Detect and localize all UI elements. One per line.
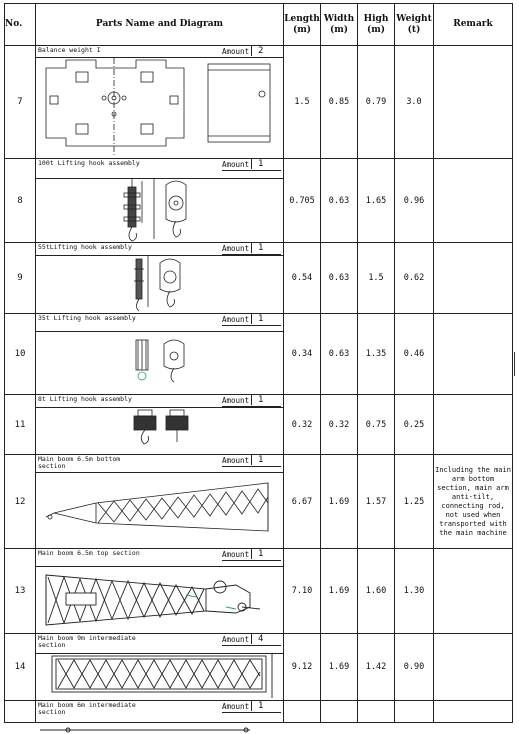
row-number: 8 (5, 159, 36, 243)
width-value: 0.63 (321, 243, 358, 314)
table-row (5, 395, 513, 455)
amount-label: Amount (222, 635, 250, 644)
length-value: 1.5 (284, 46, 321, 159)
amount-value: 1 (258, 701, 264, 711)
balance-weight-diagram (36, 58, 284, 158)
high-value: 1.5 (358, 243, 395, 314)
row-number: 10 (5, 314, 36, 395)
amount-label: Amount (222, 315, 250, 324)
high-value: 0.75 (358, 395, 395, 455)
amount-label: Amount (222, 244, 250, 253)
header-no: No. (5, 4, 36, 46)
width-value: 1.69 (321, 634, 358, 701)
amount-value: 1 (258, 549, 264, 559)
remark-value (434, 243, 513, 314)
length-value: 0.54 (284, 243, 321, 314)
remark-value (434, 159, 513, 243)
header-weight: Weight (t) (395, 4, 434, 46)
hook-100t-diagram (36, 179, 284, 243)
header-width: Width (m) (321, 4, 358, 46)
weight-value: 0.25 (395, 395, 434, 455)
boom-6m-diagram-stub (0, 720, 519, 734)
width-value: 1.69 (321, 549, 358, 634)
high-value: 1.60 (358, 549, 395, 634)
width-value: 0.63 (321, 159, 358, 243)
part-cell (36, 46, 284, 159)
weight-value: 0.96 (395, 159, 434, 243)
header-length: Length (m) (284, 4, 321, 46)
part-name: 55tLifting hook assembly (38, 243, 132, 251)
header-row (5, 4, 513, 46)
part-cell (36, 395, 284, 455)
hook-35t-diagram (36, 332, 284, 394)
part-name: Main boom 6m intermediate section (38, 701, 136, 716)
part-name: 100t Lifting hook assembly (38, 159, 140, 167)
table-row (5, 549, 513, 634)
amount-label: Amount (222, 702, 250, 711)
amount-value: 2 (258, 46, 264, 56)
boom-9m-intermediate-diagram (36, 654, 284, 700)
weight-value: 1.25 (395, 455, 434, 549)
high-value: 1.65 (358, 159, 395, 243)
hook-8t-diagram (36, 408, 284, 454)
part-cell (36, 314, 284, 395)
weight-value: 1.30 (395, 549, 434, 634)
amount-value: 1 (258, 243, 264, 253)
table-row (5, 314, 513, 395)
row-number: 13 (5, 549, 36, 634)
table-row (5, 455, 513, 549)
boom-top-section-diagram (36, 567, 284, 633)
row-number: 14 (5, 634, 36, 701)
table-row (5, 46, 513, 159)
part-name: 8t Lifting hook assembly (38, 395, 132, 403)
remark-value (434, 395, 513, 455)
high-value: 1.57 (358, 455, 395, 549)
amount-label: Amount (222, 47, 250, 56)
part-cell (36, 243, 284, 314)
high-value: 0.79 (358, 46, 395, 159)
parts-table (4, 3, 513, 723)
high-value: 1.35 (358, 314, 395, 395)
length-value: 6.67 (284, 455, 321, 549)
weight-value: 0.46 (395, 314, 434, 395)
length-value: 0.32 (284, 395, 321, 455)
part-cell (36, 455, 284, 549)
remark-value (434, 549, 513, 634)
header-high: High (m) (358, 4, 395, 46)
width-value: 0.32 (321, 395, 358, 455)
length-value: 0.705 (284, 159, 321, 243)
part-name: Main boom 6.5m top section (38, 549, 140, 557)
row-number: 7 (5, 46, 36, 159)
part-name: Balance weight I (38, 46, 101, 54)
hook-55t-diagram (36, 255, 284, 313)
table-row (5, 634, 513, 701)
length-value: 0.34 (284, 314, 321, 395)
remark-value (434, 314, 513, 395)
amount-label: Amount (222, 550, 250, 559)
margin-marker (514, 352, 515, 376)
amount-label: Amount (222, 396, 250, 405)
amount-value: 1 (258, 455, 264, 465)
width-value: 1.69 (321, 455, 358, 549)
part-cell (36, 159, 284, 243)
remark-value (434, 634, 513, 701)
part-name: 35t Lifting hook assembly (38, 314, 136, 322)
table-row (5, 159, 513, 243)
part-name: Main boom 9m intermediate section (38, 634, 136, 649)
weight-value: 3.0 (395, 46, 434, 159)
amount-label: Amount (222, 456, 250, 465)
row-number: 9 (5, 243, 36, 314)
remark-value: Including the main arm bottom section, main arm anti-tilt, connecting rod, not used when transported with the main machine (434, 455, 513, 549)
width-value: 0.63 (321, 314, 358, 395)
weight-value: 0.62 (395, 243, 434, 314)
amount-label: Amount (222, 160, 250, 169)
weight-value: 0.90 (395, 634, 434, 701)
high-value: 1.42 (358, 634, 395, 701)
width-value: 0.85 (321, 46, 358, 159)
boom-bottom-section-diagram (36, 473, 284, 549)
amount-value: 1 (258, 314, 264, 324)
table-row (5, 243, 513, 314)
amount-value: 1 (258, 159, 264, 169)
amount-value: 1 (258, 395, 264, 405)
remark-value (434, 46, 513, 159)
length-value: 7.10 (284, 549, 321, 634)
amount-value: 4 (258, 634, 264, 644)
length-value: 9.12 (284, 634, 321, 701)
part-cell (36, 634, 284, 701)
row-number: 12 (5, 455, 36, 549)
row-number: 11 (5, 395, 36, 455)
header-parts: Parts Name and Diagram (36, 4, 284, 46)
header-remark: Remark (434, 4, 513, 46)
part-cell (36, 549, 284, 634)
part-name: Main boom 6.5m bottom section (38, 455, 121, 470)
